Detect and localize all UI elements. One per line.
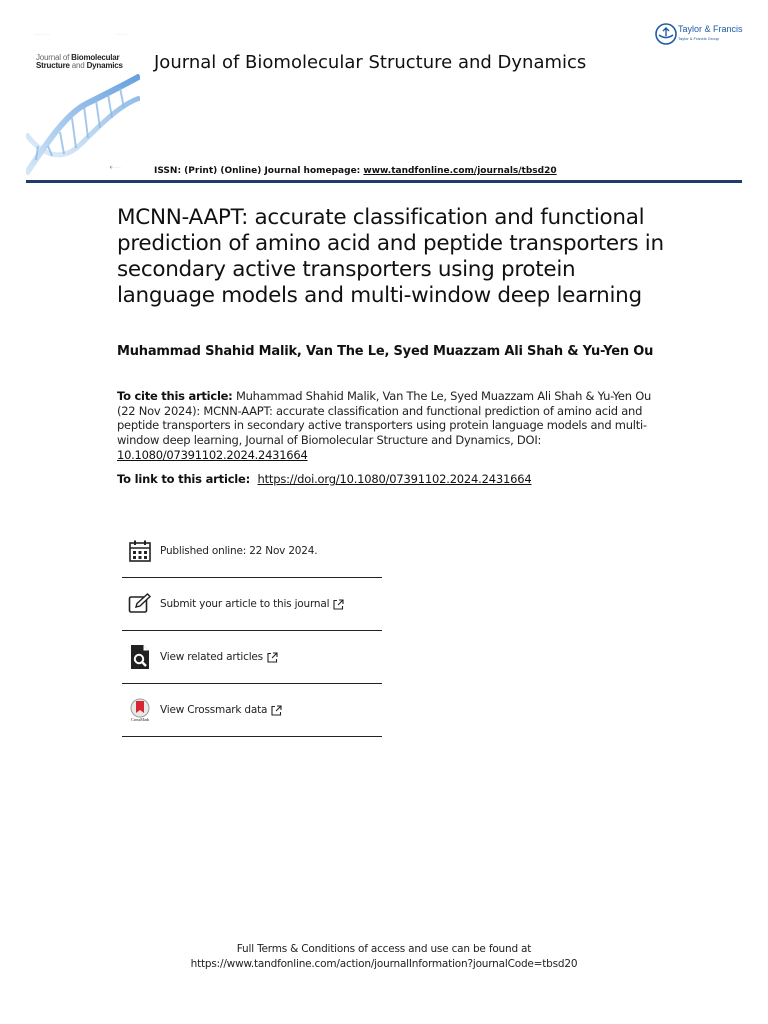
journal-homepage-link[interactable]: www.tandfonline.com/journals/tbsd20 [363, 166, 557, 176]
published-online-row [122, 525, 382, 577]
article-info-list [122, 525, 382, 737]
journal-title: Journal of Biomolecular Structure and Dynamics [154, 52, 587, 73]
issn-label: ISSN: (Print) (Online) Journal homepage: [154, 166, 361, 176]
cover-fine-print-left: ········ ···· ··· [34, 32, 51, 36]
cover-publisher-mark: ◐ ········ [110, 165, 122, 169]
cover-logo-word: Biomolecular [71, 53, 120, 62]
taylor-francis-logo-icon [654, 22, 678, 46]
article-doi-url[interactable]: https://doi.org/10.1080/07391102.2024.2431664 [257, 472, 532, 486]
calendar-icon [126, 537, 154, 565]
cover-logo-prefix: Journal of [36, 53, 70, 62]
external-link-icon [333, 599, 344, 610]
citation-doi-link[interactable]: 10.1080/07391102.2024.2431664 [117, 447, 308, 462]
cover-logo-word: Structure [36, 61, 70, 70]
document-search-icon [126, 643, 154, 671]
publisher-name: Taylor & Francis [678, 24, 743, 34]
crossmark-badge-label: CrossMark [130, 717, 150, 722]
article-authors: Muhammad Shahid Malik, Van The Le, Syed Muazzam Ali Shah & Yu-Yen Ou [117, 344, 654, 359]
dna-helix-image [26, 74, 140, 178]
submit-article-link[interactable]: Submit your article to this journal [160, 598, 330, 610]
citation-text: Muhammad Shahid Malik, Van The Le, Syed Muazzam Ali Shah & Yu-Yen Ou (22 Nov 2024): MCNN-AAPT: accurate classification and functional prediction of amino acid and peptide transporters in secondary active transporters using protein language models and multi-window deep learning, Journal of Biomolecular Structure and Dynamics, DOI: [117, 389, 652, 448]
cover-fine-print-right: ······ ···· [116, 32, 127, 36]
cover-logo-and: and [71, 61, 85, 70]
header-divider [26, 180, 742, 183]
article-link-line [117, 472, 677, 486]
crossmark-icon [126, 696, 154, 724]
cover-logo-word: Dynamics [86, 61, 123, 70]
terms-footer [0, 942, 768, 972]
external-link-icon [271, 705, 282, 716]
edit-icon [126, 590, 154, 618]
article-link-label: To link to this article: [117, 472, 251, 486]
article-title: MCNN-AAPT: accurate classification and functional prediction of amino acid and peptide transporters in secondary active transporters using protein language models and multi-window deep learning [117, 205, 664, 308]
terms-footer-link[interactable]: https://www.tandfonline.com/action/journalInformation?journalCode=tbsd20 [190, 958, 578, 970]
issn-line [154, 166, 557, 176]
external-link-icon [267, 652, 278, 663]
related-articles-link[interactable]: View related articles [160, 651, 263, 663]
submit-article-row[interactable] [122, 577, 382, 630]
publisher-subtitle: Taylor & Francis Group [678, 36, 719, 41]
terms-footer-text: Full Terms & Conditions of access and use can be found at [236, 943, 532, 955]
published-online-text: Published online: 22 Nov 2024. [160, 545, 318, 557]
cover-journal-logo [36, 54, 136, 70]
related-articles-row[interactable] [122, 630, 382, 683]
citation-block [117, 389, 652, 463]
citation-label: To cite this article: [117, 389, 233, 403]
crossmark-row[interactable] [122, 683, 382, 737]
crossmark-link[interactable]: View Crossmark data [160, 704, 268, 716]
